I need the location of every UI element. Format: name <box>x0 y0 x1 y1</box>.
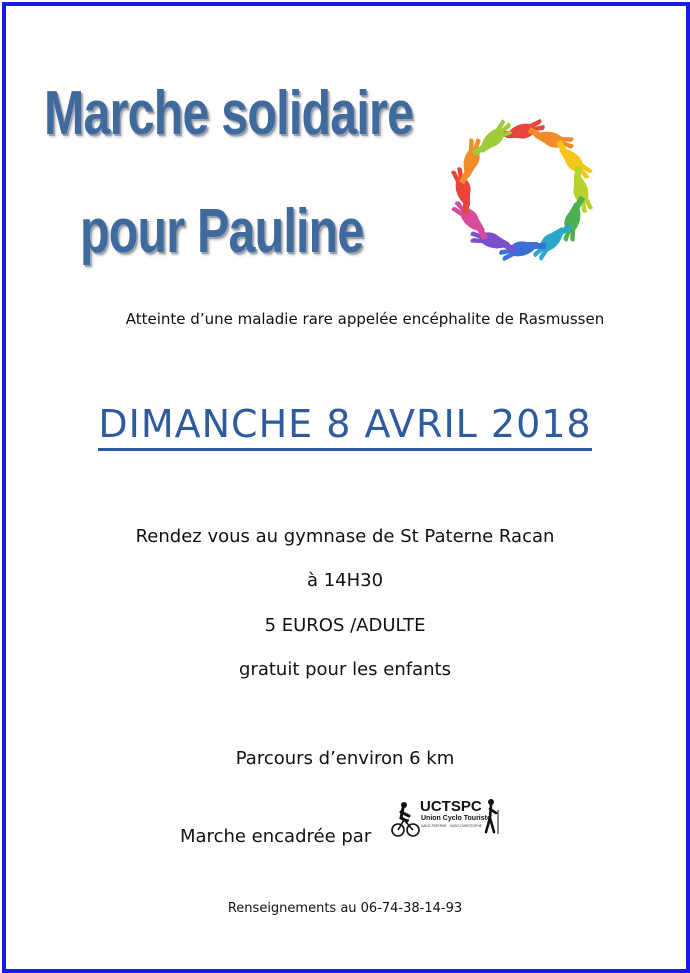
subtitle: Atteinte d’une maladie rare appelée encéphalite de Rasmussen <box>125 310 605 328</box>
title-line-1: Marche solidaire <box>44 79 414 148</box>
meeting-place: Rendez vous au gymnase de St Paterne Racan <box>135 526 555 547</box>
route-length: Parcours d’environ 6 km <box>235 748 455 769</box>
event-date <box>0 402 690 451</box>
children-price: gratuit pour les enfants <box>239 659 451 680</box>
contact-info: Renseignements au 06-74-38-14-93 <box>227 901 463 916</box>
adult-price: 5 EUROS /ADULTE <box>264 615 426 636</box>
logo-towns: SAINT-PATERNE · SAINT-CHRISTOPHE <box>421 824 482 828</box>
event-date-text: DIMANCHE 8 AVRIL 2018 <box>98 402 591 451</box>
logo-subtitle: Union Cyclo Touriste <box>421 815 491 822</box>
title-line-2: pour Pauline <box>80 197 364 266</box>
start-time: à 14H30 <box>306 570 384 591</box>
logo-name: UCTSPC <box>420 798 482 815</box>
cyclist-icon <box>392 802 419 836</box>
guided-by-label: Marche encadrée par <box>180 826 372 847</box>
hands-circle-icon <box>428 100 616 280</box>
uctspc-logo <box>390 796 502 840</box>
